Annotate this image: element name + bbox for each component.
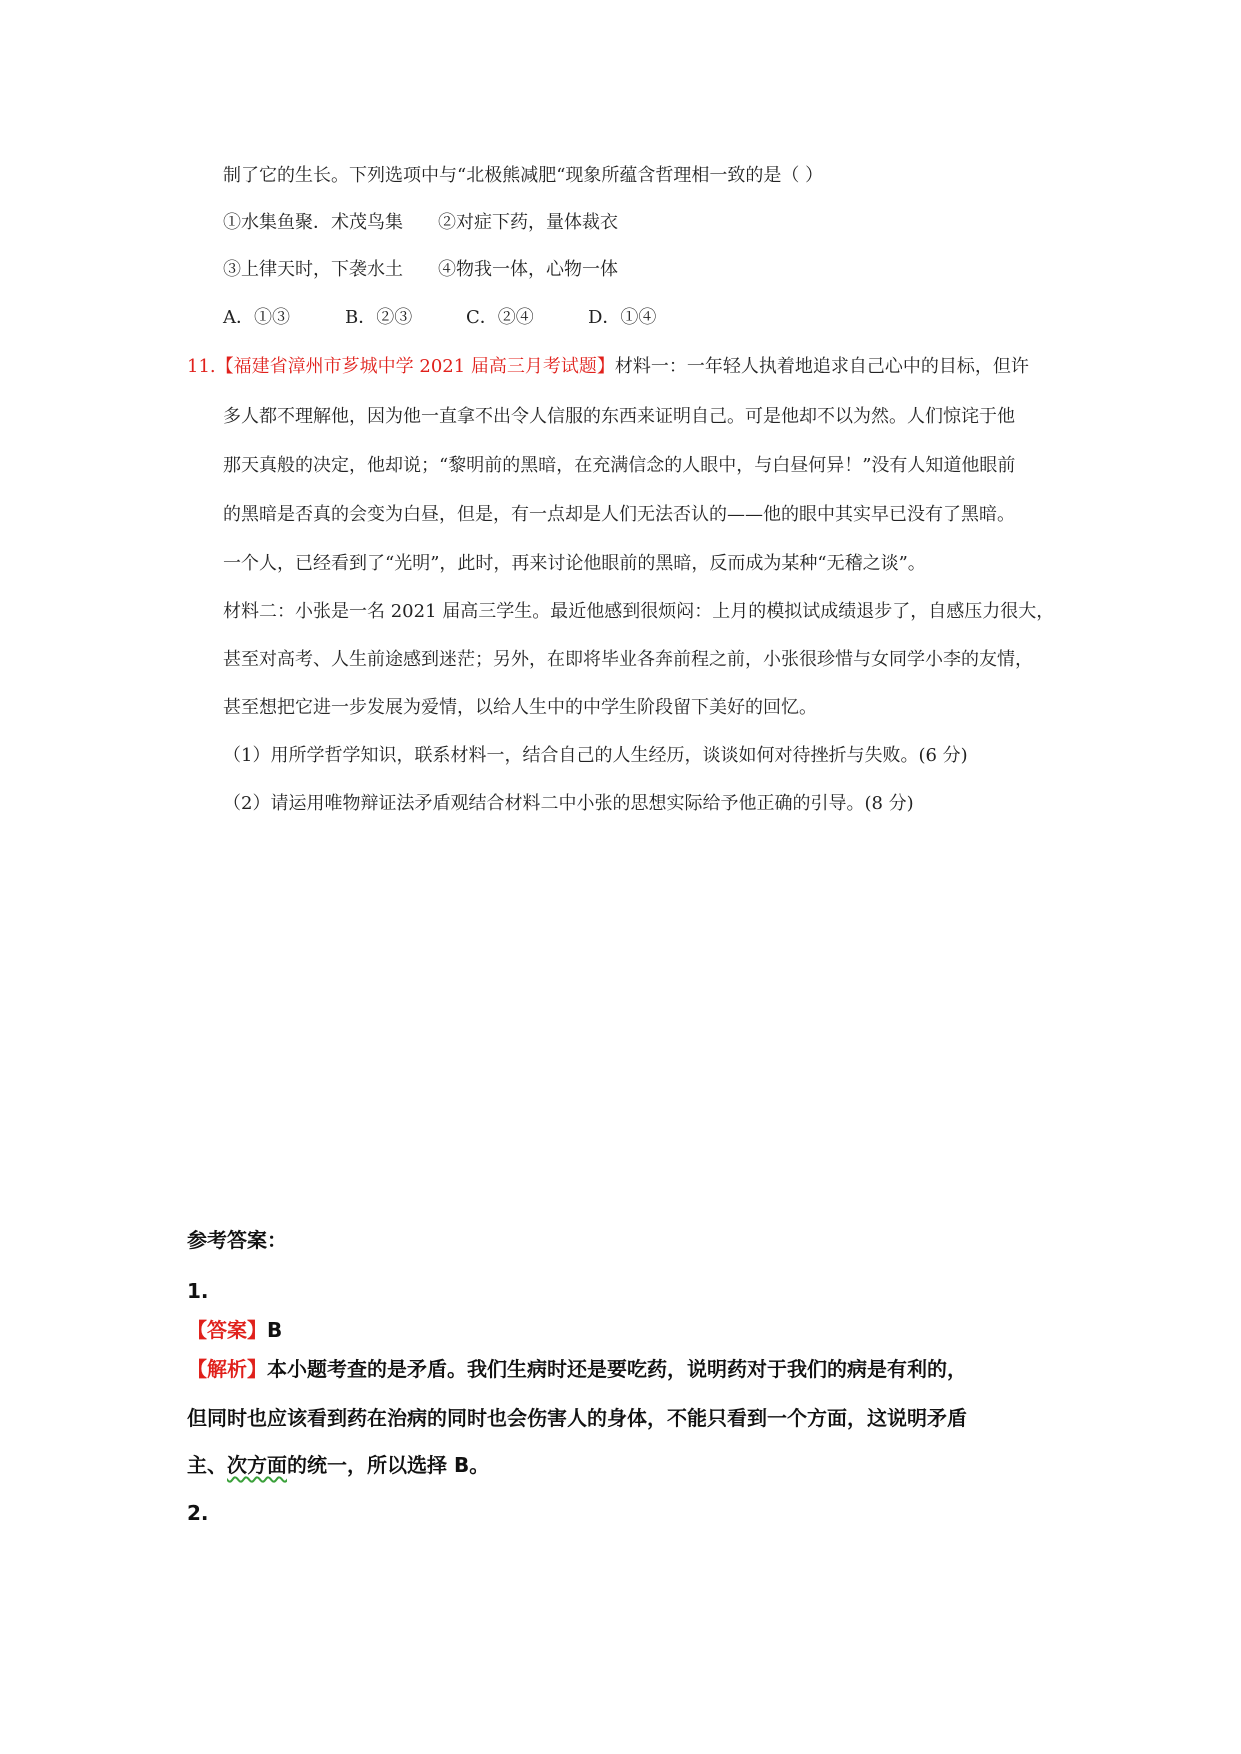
q11-sub-question-1: （1）用所学哲学知识，联系材料一，结合自己的人生经历，谈谈如何对待挫折与失败。(6 分) [223, 745, 968, 766]
q10-stem-line: 制了它的生长。下列选项中与“北极熊减肥“现象所蕴含哲理相一致的是（ ） [223, 165, 824, 186]
q11-material-1-line: 的黑暗是否真的会变为白昼，但是，有一点却是人们无法否认的——他的眼中其实早已没有了黑暗。 [223, 504, 1015, 525]
spellcheck-underlined-text: 次方面 [227, 1453, 287, 1477]
answer-1-analysis-line [187, 1355, 967, 1383]
answer-tag: 【答案】 [187, 1318, 267, 1342]
q11-material-1-line: 一个人，已经看到了“光明”，此时，再来讨论他眼前的黑暗，反而成为某种“无稽之谈”。 [223, 553, 926, 574]
q11-sub-question-2: （2）请运用唯物辩证法矛盾观结合材料二中小张的思想实际给予他正确的引导。(8 分) [223, 793, 914, 814]
q10-option-3: ③上律天时，下袭水土 [223, 259, 403, 280]
q10-option-2: ②对症下药，量体裁衣 [438, 212, 618, 233]
answers-heading: 参考答案： [187, 1228, 287, 1252]
q11-material-2-line: 甚至想把它进一步发展为爱情，以给人生中的中学生阶段留下美好的回忆。 [223, 697, 817, 718]
analysis-text: 本小题考查的是矛盾。我们生病时还是要吃药，说明药对于我们的病是有利的， [267, 1357, 967, 1381]
q10-choice-b: B．②③ [345, 307, 413, 328]
q10-choice-c: C．②④ [466, 307, 534, 328]
q11-material-1-line: 那天真般的决定，他却说；“黎明前的黑暗，在充满信念的人眼中，与白昼何异！”没有人知道他眼前 [223, 455, 1016, 476]
q11-material-2-line: 材料二：小张是一名 2021 届高三学生。最近他感到很烦闷：上月的模拟试成绩退步了，自感压力很大， [223, 601, 1055, 622]
q10-option-1: ①水集鱼聚．术茂鸟集 [223, 212, 403, 233]
analysis-tag: 【解析】 [187, 1357, 267, 1381]
q11-material-2-line: 甚至对高考、人生前途感到迷茫；另外，在即将毕业各奔前程之前，小张很珍惜与女同学小李的友情， [223, 649, 1033, 670]
answer-1-answer-line [187, 1316, 282, 1344]
q11-first-line [187, 355, 1029, 379]
answer-1-analysis-line [187, 1451, 489, 1479]
q10-choice-a: A．①③ [223, 307, 290, 328]
q11-material-1-start: 材料一：一年轻人执着地追求自己心中的目标，但许 [614, 356, 1029, 377]
q10-option-4: ④物我一体，心物一体 [438, 259, 618, 280]
answer-1-number: 1. [187, 1279, 209, 1303]
q11-number: 11. [187, 356, 216, 377]
q10-choice-d: D．①④ [588, 307, 657, 328]
q11-source: 【福建省漳州市芗城中学 2021 届高三月考试题】 [215, 356, 615, 377]
q11-material-1-line: 多人都不理解他，因为他一直拿不出令人信服的东西来证明自己。可是他却不以为然。人们惊诧于他 [223, 406, 1015, 427]
answer-1-analysis-line: 但同时也应该看到药在治病的同时也会伤害人的身体，不能只看到一个方面，这说明矛盾 [187, 1406, 967, 1430]
answer-1-value: B [267, 1318, 283, 1342]
analysis-text: 主、 [187, 1453, 227, 1477]
answer-2-number: 2. [187, 1501, 209, 1525]
analysis-text: 的统一，所以选择 B。 [287, 1453, 490, 1477]
